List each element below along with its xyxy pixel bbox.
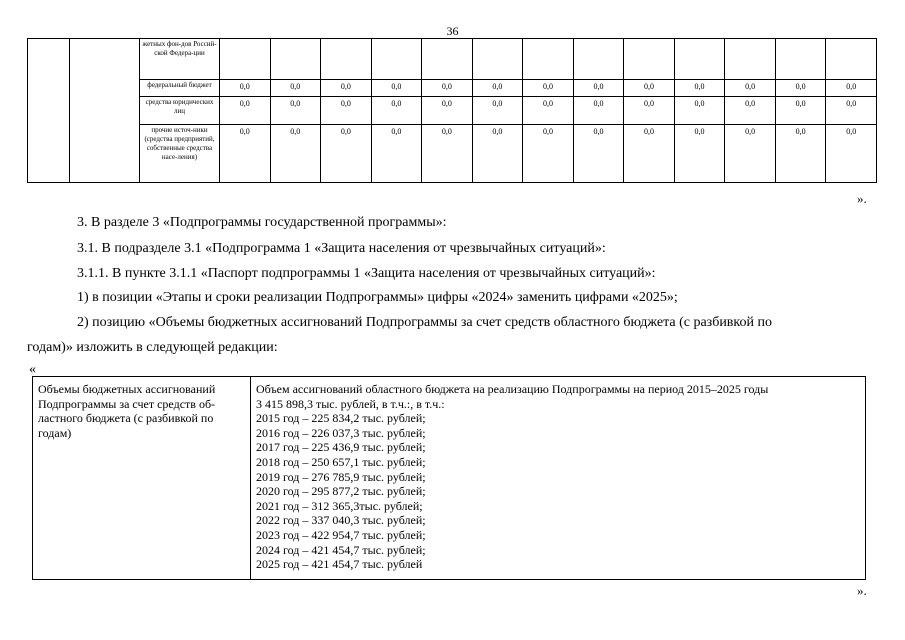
- passport-content-line: 2021 год – 312 365,3тыс. рублей;: [256, 498, 423, 513]
- funding-source-cell: федеральный бюджет: [140, 80, 220, 97]
- passport-table: [32, 376, 866, 580]
- funding-value-cell: [270, 39, 321, 80]
- funding-value-cell: 0,0: [371, 97, 422, 125]
- funding-value-cell: 0,0: [573, 125, 624, 183]
- funding-value-cell: [371, 39, 422, 80]
- passport-content-line: 2017 год – 225 436,9 тыс. рублей;: [256, 440, 426, 455]
- passport-content-line: 2016 год – 226 037,3 тыс. рублей;: [256, 425, 426, 440]
- funding-value-cell: 0,0: [321, 125, 372, 183]
- funding-value-cell: 0,0: [472, 125, 523, 183]
- passport-position-line: Подпрограммы за счет средств об-: [38, 396, 216, 411]
- funding-row: [28, 39, 877, 80]
- funding-value-cell: 0,0: [624, 97, 675, 125]
- funding-empty-cell-2: [70, 39, 140, 183]
- funding-value-cell: [573, 39, 624, 80]
- paragraph-subsection-3-1: 3.1. В подразделе 3.1 «Подпрограмма 1 «Защита населения от чрезвычайных ситуаций»:: [77, 241, 606, 256]
- funding-empty-cell-1: [28, 39, 70, 183]
- funding-value-cell: 0,0: [674, 80, 725, 97]
- funding-value-cell: [321, 39, 372, 80]
- funding-value-cell: [472, 39, 523, 80]
- funding-row: [28, 80, 877, 97]
- passport-content-line: 2025 год – 421 454,7 тыс. рублей: [256, 557, 423, 572]
- funding-source-cell: средства юридических лиц: [140, 97, 220, 125]
- funding-value-cell: 0,0: [220, 97, 271, 125]
- passport-content-line: Объем ассигнований областного бюджета на реализацию Подпрограммы на период 2015–2025 годы: [256, 382, 769, 396]
- funding-value-cell: 0,0: [220, 80, 271, 97]
- passport-content-line: 2020 год – 295 877,2 тыс. рублей;: [256, 484, 426, 499]
- funding-value-cell: [674, 39, 725, 80]
- page-number: 36: [446, 24, 459, 38]
- funding-value-cell: 0,0: [523, 97, 574, 125]
- funding-value-cell: [523, 39, 574, 80]
- passport-content-line: 2023 год – 422 954,7 тыс. рублей;: [256, 527, 426, 542]
- passport-content-cell: [251, 377, 866, 580]
- passport-content-line: 2022 год – 337 040,3 тыс. рублей;: [256, 513, 426, 528]
- passport-content-line: 2015 год – 225 834,2 тыс. рублей;: [256, 411, 426, 426]
- funding-value-cell: 0,0: [371, 125, 422, 183]
- funding-value-cell: [725, 39, 776, 80]
- funding-source-cell: прочие источ-ники (средства предприятий, собственные средства насе-ления): [140, 125, 220, 183]
- funding-value-cell: 0,0: [472, 80, 523, 97]
- funding-value-cell: 0,0: [725, 125, 776, 183]
- passport-row: [33, 377, 866, 580]
- funding-value-cell: 0,0: [573, 97, 624, 125]
- funding-value-cell: 0,0: [220, 125, 271, 183]
- table-closing-quote: ».: [857, 191, 867, 206]
- funding-value-cell: 0,0: [573, 80, 624, 97]
- paragraph-item-3-1-1: 3.1.1. В пункте 3.1.1 «Паспорт подпрограммы 1 «Защита населения от чрезвычайных ситуаций»:: [77, 266, 656, 281]
- funding-value-cell: 0,0: [422, 97, 473, 125]
- funding-value-cell: 0,0: [270, 80, 321, 97]
- funding-value-cell: 0,0: [422, 125, 473, 183]
- funding-row: [28, 97, 877, 125]
- opening-quote: «: [29, 362, 36, 377]
- funding-value-cell: 0,0: [674, 97, 725, 125]
- funding-value-cell: 0,0: [321, 80, 372, 97]
- paragraph-point-1: 1) в позиции «Этапы и сроки реализации Подпрограммы» цифры «2024» заменить цифрами «2025»;: [77, 290, 678, 305]
- funding-value-cell: 0,0: [321, 97, 372, 125]
- funding-value-cell: 0,0: [472, 97, 523, 125]
- funding-value-cell: 0,0: [775, 80, 826, 97]
- passport-position-line: ластного бюджета (с разбивкой по: [38, 411, 214, 426]
- passport-position-cell: [33, 377, 251, 580]
- funding-value-cell: [220, 39, 271, 80]
- funding-value-cell: 0,0: [624, 80, 675, 97]
- funding-value-cell: 0,0: [826, 125, 877, 183]
- funding-value-cell: 0,0: [422, 80, 473, 97]
- closing-quote: ».: [857, 583, 867, 598]
- paragraph-section-3: 3. В разделе 3 «Подпрограммы государственной программы»:: [77, 215, 447, 230]
- funding-value-cell: 0,0: [270, 125, 321, 183]
- funding-value-cell: 0,0: [725, 97, 776, 125]
- funding-value-cell: [775, 39, 826, 80]
- passport-position-line: годам): [38, 425, 72, 440]
- funding-value-cell: [422, 39, 473, 80]
- passport-content-line: 2024 год – 421 454,7 тыс. рублей;: [256, 542, 426, 557]
- paragraph-point-2: 2) позицию «Объемы бюджетных ассигнований Подпрограммы за счет средств областного бюджета (с разбивкой по: [77, 315, 772, 330]
- funding-value-cell: 0,0: [775, 125, 826, 183]
- funding-value-cell: 0,0: [674, 125, 725, 183]
- passport-content-line: 2018 год – 250 657,1 тыс. рублей;: [256, 454, 426, 469]
- funding-source-cell: жетных фон-дов Россий-ской Федера-ции: [140, 39, 220, 80]
- funding-value-cell: 0,0: [725, 80, 776, 97]
- funding-value-cell: 0,0: [270, 97, 321, 125]
- funding-value-cell: [826, 39, 877, 80]
- funding-value-cell: [624, 39, 675, 80]
- funding-table: [27, 38, 877, 183]
- funding-value-cell: 0,0: [826, 80, 877, 97]
- funding-value-cell: 0,0: [523, 80, 574, 97]
- funding-value-cell: 0,0: [371, 80, 422, 97]
- passport-content-line: 3 415 898,3 тыс. рублей, в т.ч.:, в т.ч.:: [256, 396, 445, 411]
- funding-value-cell: 0,0: [523, 125, 574, 183]
- funding-value-cell: 0,0: [624, 125, 675, 183]
- passport-content-line: 2019 год – 276 785,9 тыс. рублей;: [256, 469, 426, 484]
- passport-position-line: Объемы бюджетных ассигнований: [38, 382, 216, 396]
- paragraph-point-2-continuation: годам)» изложить в следующей редакции:: [27, 340, 278, 355]
- funding-value-cell: 0,0: [775, 97, 826, 125]
- funding-value-cell: 0,0: [826, 97, 877, 125]
- funding-row: [28, 125, 877, 183]
